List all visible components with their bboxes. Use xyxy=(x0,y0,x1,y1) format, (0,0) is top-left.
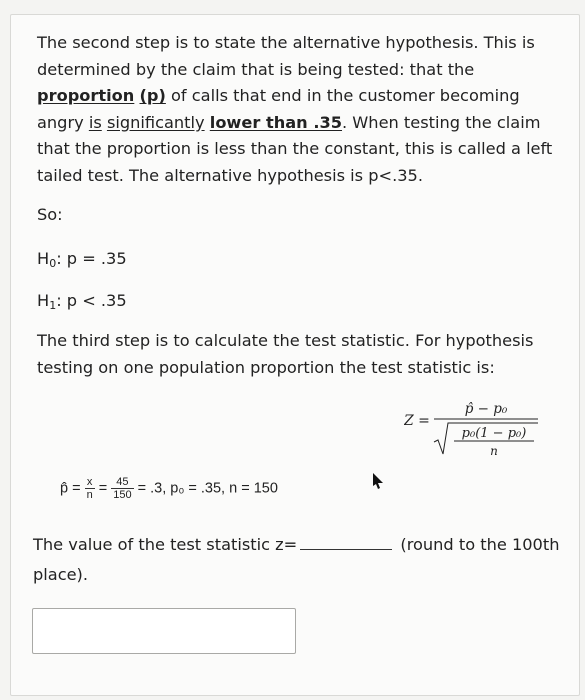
h0-rest: : p = .35 xyxy=(56,249,127,268)
significantly-term: significantly xyxy=(106,112,205,132)
mouse-cursor-icon xyxy=(371,472,385,490)
z-denominator-inner: p₀(1 − p₀) xyxy=(461,426,527,441)
answer-input[interactable] xyxy=(32,608,296,654)
test-statistic-paragraph: The third step is to calculate the test statistic. For hypothesis testing on one population proportion the test statistic is: xyxy=(37,331,534,377)
h1-symbol: H xyxy=(37,291,50,310)
null-hypothesis xyxy=(37,249,127,270)
para1-text-b: of calls that end in the customer becoming angry xyxy=(37,86,520,132)
question-prefix: The value of the test statistic z= xyxy=(33,535,298,554)
p-term: (p) xyxy=(139,86,166,105)
z-lhs: Z = xyxy=(404,413,430,429)
test-statistic-formula xyxy=(404,392,544,462)
n-symbol: n xyxy=(86,489,93,501)
equals: = xyxy=(98,480,108,497)
h1-rest: : p < .35 xyxy=(56,291,127,310)
count-num: 45 xyxy=(111,476,133,489)
phat-computation xyxy=(60,476,278,501)
h0-symbol: H xyxy=(37,249,50,268)
h0-sub: 0 xyxy=(49,257,57,270)
x-over-n xyxy=(85,476,95,501)
h1-sub: 1 xyxy=(49,299,57,312)
z-denominator-n: n xyxy=(490,444,498,458)
question-suffix: (round to the 100th place). xyxy=(33,535,560,584)
phat-lhs: p̂ = xyxy=(60,480,81,497)
answer-blank xyxy=(300,535,392,550)
so-label: So: xyxy=(37,205,63,224)
lower-than-term: lower than .35 xyxy=(209,112,343,132)
alternative-hypothesis xyxy=(37,291,127,312)
question-prompt xyxy=(33,530,563,590)
is-term: is xyxy=(88,112,102,132)
x-symbol: x xyxy=(85,476,95,489)
phat-rest: = .3, p₀ = .35, n = 150 xyxy=(137,480,278,497)
alternative-hypothesis-paragraph xyxy=(37,30,562,189)
para1-text-a: The second step is to state the alternative hypothesis. This is determined by the claim that is being tested: that the xyxy=(37,33,535,79)
count-den: 150 xyxy=(113,489,132,501)
count-fraction xyxy=(111,476,133,501)
para1-text-c: . When testing the claim that the proportion is less than the constant, this is called a left tailed test. The alternative hypothesis is p<.35. xyxy=(37,112,553,185)
z-numerator: p̂ − p₀ xyxy=(464,401,508,417)
proportion-term: proportion xyxy=(37,86,135,105)
